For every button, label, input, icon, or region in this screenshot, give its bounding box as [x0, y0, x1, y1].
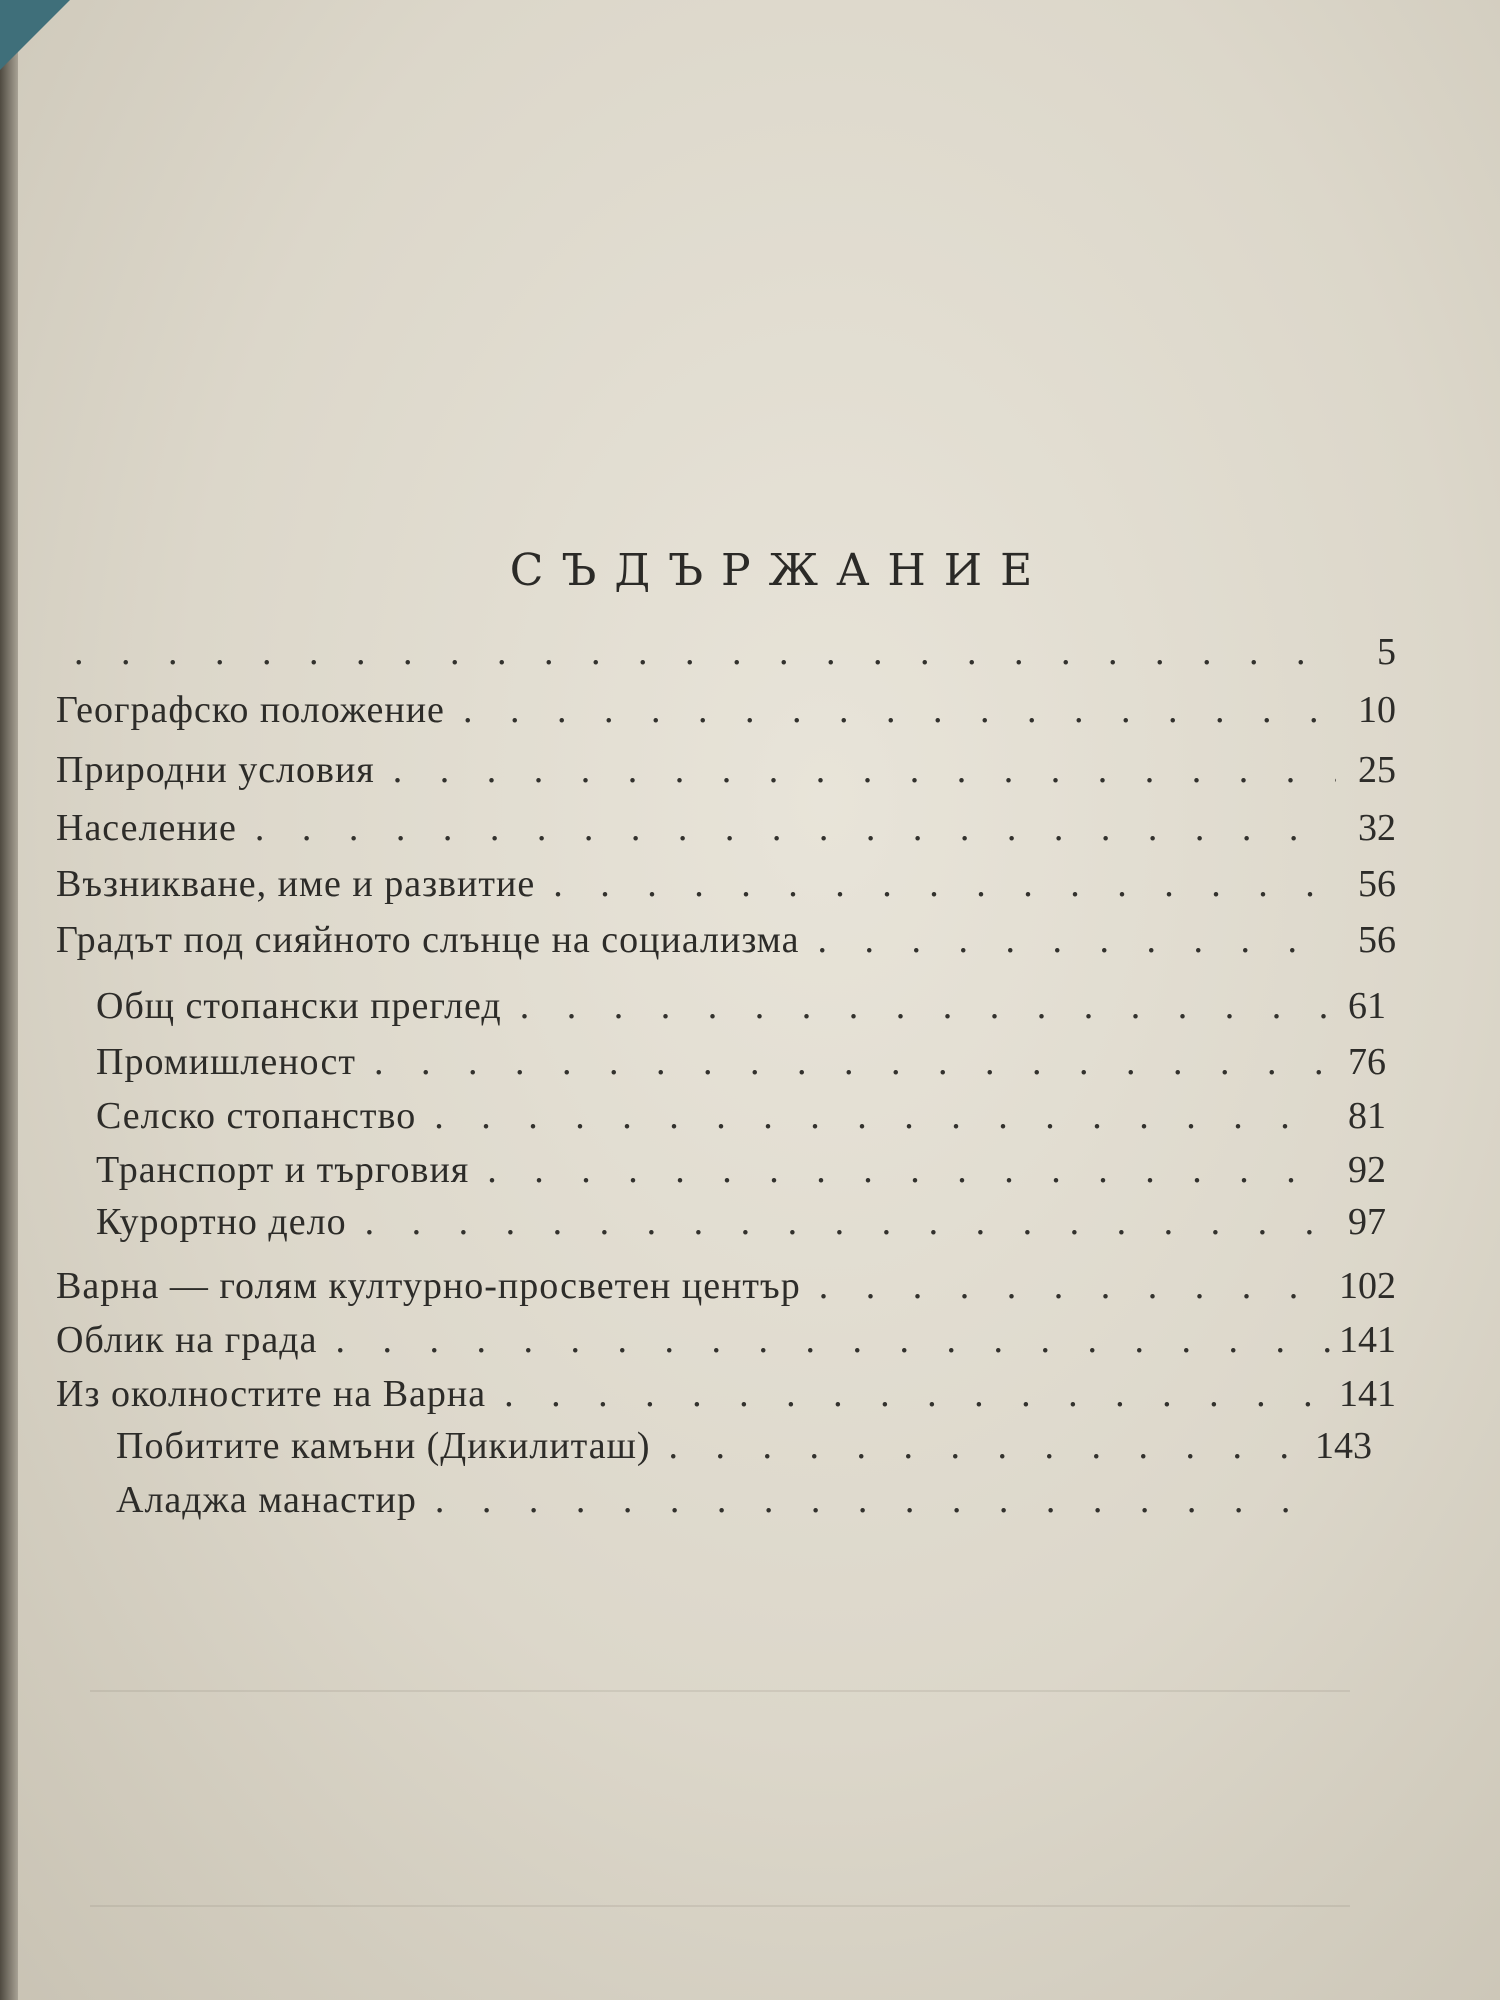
- toc-entry-label: Курортно дело: [96, 1201, 347, 1243]
- toc-entry-label: Побитите камъни (Дикилиташ): [116, 1425, 651, 1467]
- toc-subentry: [96, 1094, 1386, 1150]
- bleed-through-rule: [90, 1905, 1350, 1907]
- toc-entry-page: 97: [1348, 1201, 1386, 1243]
- dot-leader: [520, 984, 1326, 1028]
- toc-entry-page: 56: [1358, 863, 1396, 905]
- toc-entry-page: 61: [1348, 985, 1386, 1027]
- toc-entry-label: Аладжа манастир: [116, 1479, 417, 1521]
- bleed-through-rule: [90, 1690, 1350, 1692]
- dot-leader: [335, 1318, 1331, 1362]
- toc-entry-page: 92: [1348, 1149, 1386, 1191]
- book-spine: [0, 0, 18, 2000]
- dot-leader: [669, 1424, 1307, 1468]
- toc-entry-label: Географско положение: [56, 689, 445, 731]
- dot-leader: [553, 862, 1336, 906]
- toc-entry-page: 143: [1315, 1425, 1372, 1467]
- toc-entry-page: 32: [1358, 807, 1396, 849]
- toc-entry-label: Транспорт и търговия: [96, 1149, 470, 1191]
- toc-subentry: [116, 1478, 1372, 1534]
- toc-entry: [56, 1318, 1396, 1374]
- dot-leader: [487, 1148, 1326, 1192]
- toc-entry: [56, 1372, 1396, 1428]
- toc-entry-page: 141: [1339, 1319, 1396, 1361]
- toc-entry-label: Природни условия: [56, 749, 375, 791]
- toc-entry-label: Население: [56, 807, 237, 849]
- toc-entry-label: Възникване, име и развитие: [56, 863, 536, 905]
- dot-leader: [819, 1264, 1331, 1308]
- toc-subentry: [96, 1148, 1386, 1204]
- dot-leader: [255, 806, 1336, 850]
- toc-entry-label: Облик на града: [56, 1319, 318, 1361]
- toc-entry: [56, 630, 1396, 686]
- toc-entry: [56, 862, 1396, 918]
- toc-entry-label: Общ стопански преглед: [96, 985, 502, 1027]
- toc-entry-page: 76: [1348, 1041, 1386, 1083]
- toc-entry: [56, 1264, 1396, 1320]
- toc-entry: [56, 918, 1396, 974]
- toc-subentry: [96, 984, 1386, 1040]
- toc-entry-label: Из околностите на Варна: [56, 1373, 487, 1415]
- toc-title: СЪДЪРЖАНИЕ: [509, 545, 1051, 596]
- toc-entry-page: 25: [1358, 749, 1396, 791]
- dot-leader: [434, 1094, 1326, 1138]
- toc-entry-page: 10: [1358, 689, 1396, 731]
- toc-subentry: [96, 1200, 1386, 1256]
- dot-leader: [374, 1040, 1326, 1084]
- toc-subentry: [96, 1040, 1386, 1096]
- toc-entry-page: 141: [1339, 1373, 1396, 1415]
- dot-leader: [817, 918, 1336, 962]
- dot-leader: [393, 748, 1336, 792]
- dot-leader: [435, 1478, 1312, 1522]
- toc-entry-page: 5: [1377, 631, 1396, 673]
- toc-entry-label: Промишленост: [96, 1041, 356, 1083]
- cover-corner: [0, 0, 70, 70]
- toc-entry-page: 56: [1358, 919, 1396, 961]
- toc-subentry: [116, 1424, 1372, 1480]
- dot-leader: [365, 1200, 1326, 1244]
- dot-leader: [504, 1372, 1331, 1416]
- toc-entry-label: Варна — голям културно-просветен център: [56, 1265, 801, 1307]
- dot-leader: [463, 688, 1336, 732]
- toc-entry: [56, 748, 1396, 804]
- toc-entry: [56, 688, 1396, 744]
- toc-entry: [56, 806, 1396, 862]
- toc-entry-page: 102: [1339, 1265, 1396, 1307]
- toc-entry-label: Градът под сияйното слънце на социализма: [56, 919, 800, 961]
- dot-leader: [74, 630, 1336, 674]
- toc-entry-page: 81: [1348, 1095, 1386, 1137]
- toc-entry-label: Селско стопанство: [96, 1095, 417, 1137]
